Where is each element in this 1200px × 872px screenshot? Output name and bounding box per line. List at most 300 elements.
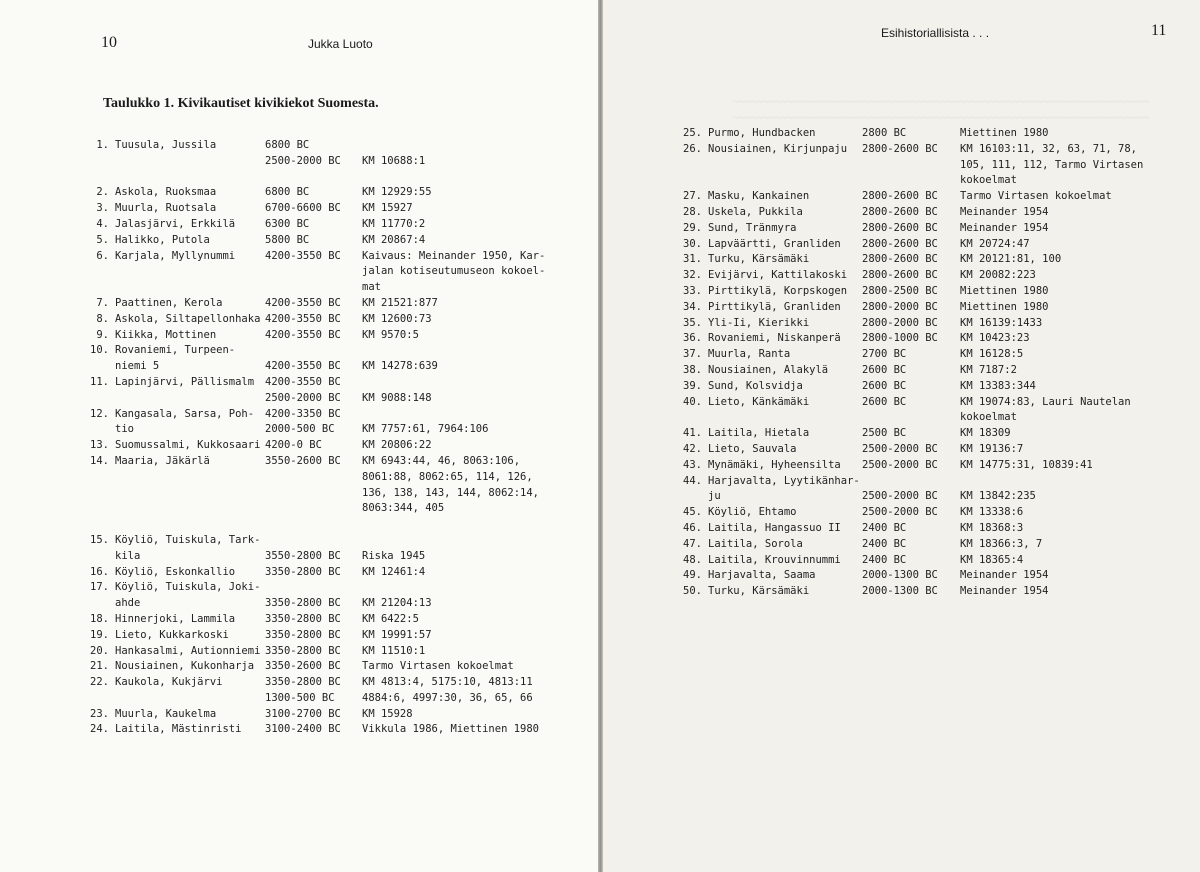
find-site: tio	[115, 423, 134, 436]
table-row	[83, 580, 567, 596]
collection-reference: 4884:6, 4997:30, 36, 65, 66	[362, 691, 533, 704]
dating: 6800 BC	[265, 139, 310, 151]
dating: 2800-2600 BC	[862, 205, 938, 218]
find-site: Askola, Ruoksmaa	[115, 186, 217, 199]
entry-number: 20.	[90, 644, 109, 657]
collection-reference: KM 13842:235	[960, 490, 1036, 503]
entry-number: 9.	[96, 328, 109, 341]
collection-reference: KM 13338:6	[960, 506, 1024, 519]
table-row	[676, 268, 1165, 284]
table-row	[676, 521, 1165, 537]
collection-reference: KM 19136:7	[960, 442, 1024, 455]
entry-number: 46.	[683, 521, 702, 534]
table-row	[83, 628, 567, 644]
collection-reference: KM 12929:55	[362, 186, 432, 199]
collection-reference: Vikkula 1986, Miettinen 1980	[362, 723, 540, 736]
table-row	[83, 565, 567, 581]
find-site: Köyliö, Tuiskula, Joki-	[115, 581, 261, 594]
find-site: Hankasalmi, Autionniemi	[115, 644, 261, 657]
page-number: 10	[101, 34, 117, 51]
table-row	[676, 205, 1165, 221]
find-site: Tuusula, Jussila	[115, 139, 217, 151]
collection-reference	[960, 474, 1165, 490]
table-row	[676, 568, 1165, 584]
find-site	[115, 280, 265, 296]
dating: 3550-2800 BC	[265, 549, 341, 562]
dating: 2500-2000 BC	[862, 442, 938, 455]
entry-number: 23.	[90, 707, 109, 720]
entry-number: 15.	[90, 533, 109, 546]
dating: 2800-2600 BC	[862, 190, 938, 203]
find-site	[708, 158, 862, 174]
table-row	[676, 284, 1165, 300]
find-site: Muurla, Ranta	[708, 348, 791, 361]
table-caption: Taulukko 1. Kivikautiset kivikiekot Suomesta.	[103, 96, 379, 111]
entry-number: 32.	[683, 269, 702, 282]
entry-number: 30.	[683, 237, 702, 250]
table-row	[83, 312, 567, 328]
find-site: Laitila, Krouvinnummi	[708, 553, 841, 566]
collection-reference: KM 19074:83, Lauri Nautelan	[960, 395, 1131, 408]
table-row	[83, 280, 567, 296]
dating: 2800-1000 BC	[862, 332, 938, 345]
collection-reference: 136, 138, 143, 144, 8062:14,	[362, 486, 540, 499]
table-row	[676, 347, 1165, 363]
collection-reference: 8061:88, 8062:65, 114, 126,	[362, 470, 533, 483]
finds-table-part-1	[83, 138, 567, 738]
dating	[265, 343, 362, 359]
find-site	[115, 170, 265, 186]
find-site: Purmo, Hundbacken	[708, 127, 816, 139]
dating	[265, 264, 362, 280]
collection-reference	[362, 407, 567, 423]
find-site	[115, 501, 265, 517]
find-site: Laitila, Hietala	[708, 427, 810, 440]
dating: 6300 BC	[265, 217, 310, 230]
dating: 6800 BC	[265, 186, 310, 199]
find-site: Evijärvi, Kattilakoski	[708, 269, 848, 282]
find-site: Rovaniemi, Turpeen-	[115, 344, 236, 357]
find-site	[115, 691, 265, 707]
find-site: Masku, Kankainen	[708, 190, 810, 203]
find-site: Turku, Kärsämäki	[708, 253, 810, 266]
find-site: Jalasjärvi, Erkkilä	[115, 217, 236, 230]
dating: 4200-3550 BC	[265, 312, 341, 325]
find-site: Pirttikylä, Granliden	[708, 300, 841, 313]
entry-number	[676, 489, 702, 505]
find-site: Muurla, Ruotsala	[115, 202, 217, 215]
find-site	[708, 173, 862, 189]
entry-number	[83, 486, 109, 502]
entry-number: 18.	[90, 612, 109, 625]
dating: 2700 BC	[862, 348, 907, 361]
table-row	[83, 201, 567, 217]
collection-reference	[362, 517, 567, 533]
find-site: Nousiainen, Alakylä	[708, 363, 829, 376]
dating: 3550-2600 BC	[265, 454, 341, 467]
entry-number	[83, 691, 109, 707]
find-site: Rovaniemi, Niskanperä	[708, 332, 841, 345]
find-site: Muurla, Kaukelma	[115, 707, 217, 720]
collection-reference: kokoelmat	[960, 174, 1017, 187]
dating: 4200-3550 BC	[265, 360, 341, 373]
dating	[265, 170, 362, 186]
collection-reference: KM 16103:11, 32, 63, 71, 78,	[960, 142, 1138, 155]
dating: 2500-2000 BC	[862, 490, 938, 503]
table-row	[676, 189, 1165, 205]
table-row	[83, 612, 567, 628]
entry-number: 24.	[90, 723, 109, 736]
entry-number	[83, 280, 109, 296]
entry-number: 36.	[683, 332, 702, 345]
dating: 2400 BC	[862, 553, 907, 566]
entry-number: 4.	[96, 217, 109, 230]
collection-reference: KM 12600:73	[362, 312, 432, 325]
dating: 2000-500 BC	[265, 423, 335, 436]
find-site: Nousiainen, Kukonharja	[115, 660, 255, 673]
dating: 2800 BC	[862, 127, 907, 139]
find-site: Karjala, Myllynummi	[115, 249, 236, 262]
table-row	[83, 422, 567, 438]
find-site: Mynämäki, Hyheensilta	[708, 458, 841, 471]
dating	[862, 474, 960, 490]
entry-number: 13.	[90, 439, 109, 452]
table-row	[676, 221, 1165, 237]
table-row	[83, 264, 567, 280]
entry-number: 21.	[90, 660, 109, 673]
entry-number	[83, 422, 109, 438]
dating: 2600 BC	[862, 379, 907, 392]
entry-number: 27.	[683, 190, 702, 203]
entry-number: 1.	[96, 139, 109, 151]
find-site: Suomussalmi, Kukkosaari	[115, 439, 261, 452]
dating: 6700-6600 BC	[265, 202, 341, 215]
table-row	[676, 584, 1165, 600]
table-row	[676, 553, 1165, 569]
dating: 4200-0 BC	[265, 439, 322, 452]
table-row	[83, 407, 567, 423]
collection-reference: KM 13383:344	[960, 379, 1036, 392]
entry-number: 12.	[90, 407, 109, 420]
collection-reference: KM 20806:22	[362, 439, 432, 452]
table-row	[83, 501, 567, 517]
collection-reference: KM 16139:1433	[960, 316, 1043, 329]
table-row	[676, 537, 1165, 553]
entry-number	[83, 549, 109, 565]
finds-table-part-2	[676, 126, 1165, 600]
table-row	[676, 379, 1165, 395]
entry-number: 38.	[683, 363, 702, 376]
table-row	[83, 185, 567, 201]
find-site: Yli-Ii, Kierikki	[708, 316, 810, 329]
find-site: Laitila, Hangassuo II	[708, 521, 841, 534]
collection-reference: KM 4813:4, 5175:10, 4813:11	[362, 676, 533, 689]
find-site: Uskela, Pukkila	[708, 205, 803, 218]
entry-number: 44.	[683, 474, 702, 487]
entry-number: 22.	[90, 676, 109, 689]
find-site: Köyliö, Tuiskula, Tark-	[115, 533, 261, 546]
table-row	[83, 454, 567, 470]
find-site: kila	[115, 549, 141, 562]
dating	[265, 501, 362, 517]
table-row	[83, 170, 567, 186]
collection-reference: KM 20867:4	[362, 233, 426, 246]
right-page	[603, 0, 1200, 872]
entry-number: 5.	[96, 233, 109, 246]
collection-reference: KM 21204:13	[362, 597, 432, 610]
entry-number: 11.	[90, 375, 109, 388]
collection-reference: KM 10423:23	[960, 332, 1030, 345]
dating: 3350-2800 BC	[265, 628, 341, 641]
entry-number	[83, 517, 109, 533]
collection-reference: KM 9570:5	[362, 328, 419, 341]
dating: 4200-3550 BC	[265, 249, 341, 262]
dating: 2500-2000 BC	[862, 458, 938, 471]
dating: 2800-2600 BC	[862, 269, 938, 282]
collection-reference: Meinander 1954	[960, 205, 1049, 218]
find-site: Laitila, Mästinristi	[115, 723, 242, 736]
entry-number: 48.	[683, 553, 702, 566]
find-site: Halikko, Putola	[115, 233, 210, 246]
find-site: Pirttikylä, Korpskogen	[708, 284, 848, 297]
collection-reference	[362, 138, 567, 154]
table-row	[676, 363, 1165, 379]
collection-reference: KM 20724:47	[960, 237, 1030, 250]
find-site: Laitila, Sorola	[708, 537, 803, 550]
entry-number: 29.	[683, 221, 702, 234]
entry-number: 42.	[683, 442, 702, 455]
table-row	[83, 375, 567, 391]
dating: 5800 BC	[265, 233, 310, 246]
collection-reference: KM 9088:148	[362, 391, 432, 404]
collection-reference: KM 7757:61, 7964:106	[362, 423, 489, 436]
entry-number	[83, 470, 109, 486]
entry-number: 25.	[683, 127, 702, 139]
collection-reference: KM 11770:2	[362, 217, 426, 230]
dating	[265, 470, 362, 486]
collection-reference: KM 18365:4	[960, 553, 1024, 566]
entry-number: 14.	[90, 454, 109, 467]
dating	[862, 173, 960, 189]
table-row	[676, 126, 1165, 142]
running-head: Jukka Luoto	[308, 37, 373, 51]
table-row	[83, 154, 567, 170]
collection-reference: Miettinen 1980	[960, 127, 1049, 139]
find-site: niemi 5	[115, 360, 160, 373]
collection-reference: kokoelmat	[960, 411, 1017, 424]
dating: 2400 BC	[862, 521, 907, 534]
entry-number: 47.	[683, 537, 702, 550]
collection-reference: KM 20082:223	[960, 269, 1036, 282]
dating: 3350-2600 BC	[265, 660, 341, 673]
entry-number	[83, 596, 109, 612]
find-site	[115, 154, 265, 170]
dating: 2800-2600 BC	[862, 221, 938, 234]
table-row	[676, 442, 1165, 458]
collection-reference: KM 11510:1	[362, 644, 426, 657]
table-row	[676, 489, 1165, 505]
collection-reference: KM 6943:44, 46, 8063:106,	[362, 454, 521, 467]
dating	[265, 517, 362, 533]
dating: 3350-2800 BC	[265, 597, 341, 610]
dating: 2500 BC	[862, 427, 907, 440]
collection-reference: 8063:344, 405	[362, 502, 445, 515]
find-site: Nousiainen, Kirjunpaju	[708, 142, 848, 155]
collection-reference: mat	[362, 281, 381, 294]
find-site	[115, 264, 265, 280]
entry-number	[676, 173, 702, 189]
table-row	[83, 470, 567, 486]
entry-number	[83, 170, 109, 186]
table-row	[83, 343, 567, 359]
find-site: Kaukola, Kukjärvi	[115, 676, 223, 689]
find-site: Harjavalta, Saama	[708, 569, 816, 582]
collection-reference: KM 21521:877	[362, 296, 438, 309]
table-row	[676, 331, 1165, 347]
find-site	[115, 470, 265, 486]
dating: 2800-2500 BC	[862, 284, 938, 297]
table-row	[83, 644, 567, 660]
dating: 4200-3550 BC	[265, 296, 341, 309]
entry-number	[83, 391, 109, 407]
table-row	[83, 438, 567, 454]
collection-reference: KM 16128:5	[960, 348, 1024, 361]
table-row	[676, 505, 1165, 521]
dating: 3100-2400 BC	[265, 723, 341, 736]
collection-reference: KM 15927	[362, 202, 413, 215]
table-row	[676, 158, 1165, 174]
dating	[862, 410, 960, 426]
dating: 2500-2000 BC	[265, 154, 341, 167]
find-site	[115, 391, 265, 407]
find-site: Kangasala, Sarsa, Poh-	[115, 407, 255, 420]
dating: 3350-2800 BC	[265, 612, 341, 625]
table-row	[83, 328, 567, 344]
entry-number	[676, 410, 702, 426]
entry-number	[83, 154, 109, 170]
collection-reference: KM 7187:2	[960, 363, 1017, 376]
find-site: ahde	[115, 597, 141, 610]
entry-number: 40.	[683, 395, 702, 408]
entry-number: 7.	[96, 296, 109, 309]
find-site: ju	[708, 490, 721, 503]
entry-number: 45.	[683, 506, 702, 519]
find-site: Turku, Kärsämäki	[708, 585, 810, 598]
table-row	[83, 391, 567, 407]
dating: 4200-3550 BC	[265, 328, 341, 341]
collection-reference: Meinander 1954	[960, 221, 1049, 234]
entry-number: 8.	[96, 312, 109, 325]
table-row	[83, 486, 567, 502]
find-site: Lapväärtti, Granliden	[708, 237, 841, 250]
collection-reference	[362, 533, 567, 549]
collection-reference: KM 18309	[960, 427, 1011, 440]
find-site: Lieto, Kukkarkoski	[115, 628, 229, 641]
entry-number: 37.	[683, 348, 702, 361]
table-row	[83, 707, 567, 723]
find-site	[115, 517, 265, 533]
find-site: Harjavalta, Lyytikänhar-	[708, 474, 860, 487]
table-row	[83, 233, 567, 249]
table-row	[676, 474, 1165, 490]
entry-number: 31.	[683, 253, 702, 266]
entry-number: 3.	[96, 202, 109, 215]
table-row	[83, 659, 567, 675]
find-site: Köyliö, Ehtamo	[708, 506, 797, 519]
find-site: Kiikka, Mottinen	[115, 328, 217, 341]
entry-number: 16.	[90, 565, 109, 578]
collection-reference: KM 18366:3, 7	[960, 537, 1043, 550]
collection-reference	[362, 375, 567, 391]
find-site: Lieto, Känkämäki	[708, 395, 810, 408]
left-page	[0, 0, 598, 872]
table-row	[83, 675, 567, 691]
dating: 2800-2600 BC	[862, 253, 938, 266]
entry-number: 19.	[90, 628, 109, 641]
collection-reference: 105, 111, 112, Tarmo Virtasen	[960, 158, 1144, 171]
table-row	[676, 395, 1165, 411]
dating: 2500-2000 BC	[862, 506, 938, 519]
table-row	[83, 596, 567, 612]
dating: 3100-2700 BC	[265, 707, 341, 720]
table-row	[676, 142, 1165, 158]
find-site: Köyliö, Eskonkallio	[115, 565, 236, 578]
table-row	[83, 138, 567, 154]
table-row	[83, 691, 567, 707]
entry-number: 2.	[96, 186, 109, 199]
collection-reference	[362, 343, 567, 359]
table-row	[676, 458, 1165, 474]
dating	[265, 533, 362, 549]
table-row	[83, 517, 567, 533]
table-row	[676, 300, 1165, 316]
find-site	[115, 486, 265, 502]
table-row	[83, 296, 567, 312]
collection-reference	[362, 580, 567, 596]
dating: 2000-1300 BC	[862, 585, 938, 598]
running-head: Esihistoriallisista . . .	[881, 26, 990, 40]
entry-number: 49.	[683, 569, 702, 582]
entry-number	[83, 264, 109, 280]
dating: 1300-500 BC	[265, 691, 335, 704]
entry-number: 28.	[683, 205, 702, 218]
collection-reference: Meinander 1954	[960, 569, 1049, 582]
dating: 2600 BC	[862, 395, 907, 408]
collection-reference: jalan kotiseutumuseon kokoel-	[362, 265, 546, 278]
table-row	[676, 237, 1165, 253]
table-row	[676, 252, 1165, 268]
entry-number: 17.	[90, 581, 109, 594]
collection-reference: Tarmo Virtasen kokoelmat	[960, 190, 1112, 203]
collection-reference: Tarmo Virtasen kokoelmat	[362, 660, 514, 673]
dating: 2000-1300 BC	[862, 569, 938, 582]
dating: 4200-3350 BC	[265, 407, 341, 420]
show-through-text: ~~~~~~~~~~~~~~~~~~~~~~~~~~~~~~~~~~~~~~~~~~~~~~~~~~~~~~~~~~~~~~~~~~~~~~ ~~~~~~~~~~~~~~~~~~~~~~~~~~~~~~~~~~~~~~~~~~~~~~~~~~~~~~~~~~~~~~~~~~~~~~	[733, 96, 1150, 124]
find-site	[708, 410, 862, 426]
dating: 2400 BC	[862, 537, 907, 550]
collection-reference	[362, 170, 567, 186]
dating: 3350-2800 BC	[265, 565, 341, 578]
collection-reference: KM 6422:5	[362, 612, 419, 625]
find-site: Sund, Tränmyra	[708, 221, 797, 234]
dating: 2600 BC	[862, 363, 907, 376]
collection-reference: KM 12461:4	[362, 565, 426, 578]
dating: 3350-2800 BC	[265, 644, 341, 657]
table-row	[83, 359, 567, 375]
table-row	[83, 533, 567, 549]
dating: 4200-3550 BC	[265, 375, 341, 388]
collection-reference: Kaivaus: Meinander 1950, Kar-	[362, 249, 546, 262]
